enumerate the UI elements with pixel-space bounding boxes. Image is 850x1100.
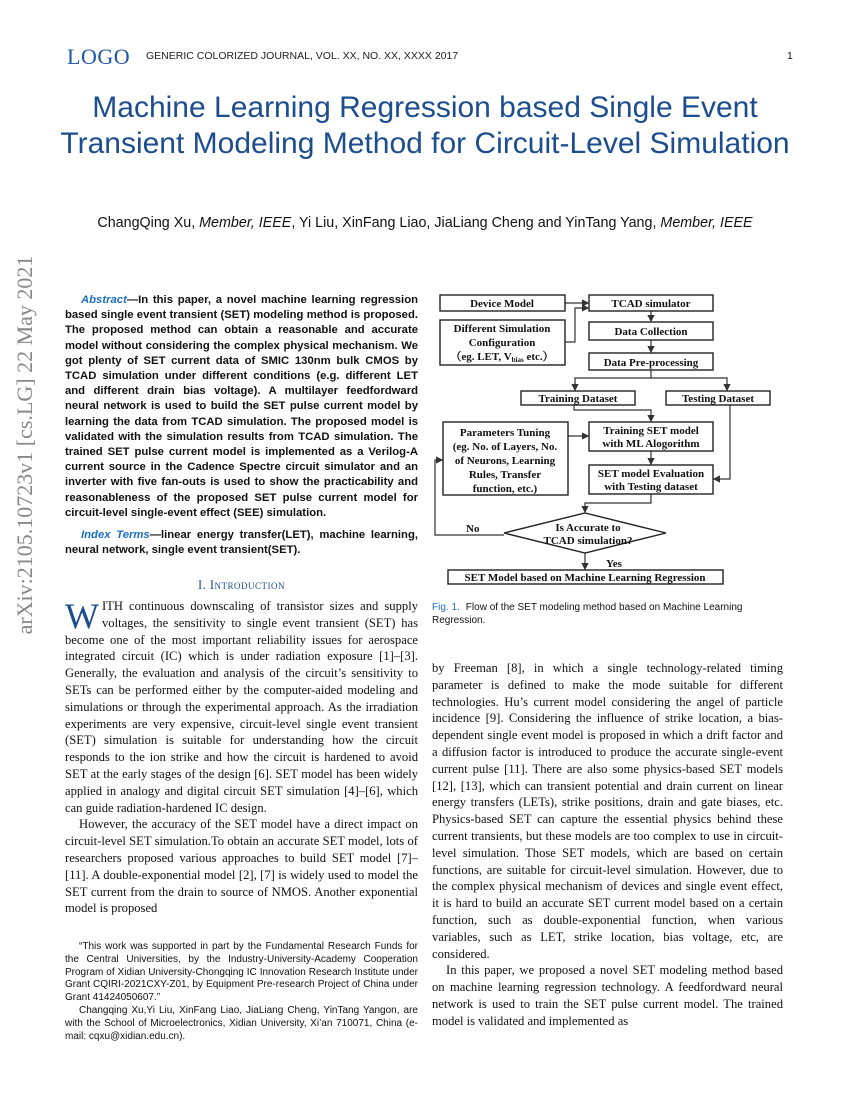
svg-text:Configuration: Configuration bbox=[468, 337, 536, 349]
svg-text:Parameters Tuning: Parameters Tuning bbox=[459, 427, 551, 439]
left-column-body bbox=[65, 598, 418, 917]
journal-header: GENERIC COLORIZED JOURNAL, VOL. XX, NO. XX, XXXX 2017 bbox=[146, 50, 459, 62]
svg-text:Device Model: Device Model bbox=[470, 298, 534, 310]
svg-text:with Testing dataset: with Testing dataset bbox=[604, 481, 698, 493]
svg-text:with ML Alogorithm: with ML Alogorithm bbox=[602, 438, 700, 450]
author-membership: Member, IEEE bbox=[660, 215, 753, 231]
author-text: , Yi Liu, XinFang Liao, JiaLiang Cheng and YinTang Yang, bbox=[291, 215, 661, 231]
box-tcad-simulator bbox=[589, 295, 713, 311]
flowchart-figure bbox=[430, 285, 780, 595]
footnote-affiliation: Changqing Xu,Yi Liu, XinFang Liao, JiaLiang Cheng, YinTang Yangon, are with the School of Microelectronics, Xidian University, Xi’an 710071, China (e-mail: cqxu@xidian.edu.cn). bbox=[65, 1004, 418, 1042]
right-column-body bbox=[432, 660, 783, 1030]
svg-text:function, etc.): function, etc.) bbox=[472, 483, 538, 495]
paragraph: ITH continuous downscaling of transistor sizes and supply voltages, the sensitivity to single event transient (SET) has become one of the most important reliability issues for aerospace integrated circuit (IC) which is under radiation exposure [1]–[3]. Generally, the evaluation and analysis of the circuit’s sensitivity to SETs can be performed either by the computer-aided modeling and simulations or through the experimental approach. As the irradiation experiments are very expensive, circuit-level single event transient (SET) simulation is suitable for understanding how the circuit responds to the ion strike and how the circuit is hardened to avoid SET at the early stages of the design [6]. SET model has been widely applied in analogy and digital circuit SET simulation [4]–[6], which can guide radiation-hardened IC design. bbox=[65, 599, 418, 815]
authors bbox=[60, 215, 790, 231]
svg-text:Is Accurate to: Is Accurate to bbox=[555, 522, 621, 534]
paragraph: In this paper, we proposed a novel SET modeling method based on machine learning regression technology. A feedfordward neural network is used to train the SET pulse current model. The trained model is validated and implemented as bbox=[432, 963, 783, 1028]
box-testing-dataset bbox=[666, 391, 770, 405]
footnote-funding: “This work was supported in part by the Fundamental Research Funds for the Central Universities, by the Industry-University-Academy Cooperation Program of Xidian University-Chongqing IC Innovation Research Institute under Grant CQIRI-2021CXY-Z01, by Equipment Pre-research Project of China under Grant 41424050607.” bbox=[65, 941, 418, 1004]
no-label: No bbox=[466, 523, 480, 535]
paragraph: by Freeman [8], in which a single technology-related timing parameter is defined to make the mode suitable for different technologies. Hu’s current model considering the angel of particle incidence [9]. Considering the influence of strike location, a bias-dependent single event model is proposed in which a drift factor and a diffusion factor is introduced to produce the accurate single-event current pulse [11]. There are also some physics-based SET models [12], [13], which can transient potential and drain current on linear energy transfers (LETs), strike positions, drain and gate biases, etc. Physics-based SET can capture the essential physics behind these current transients, but these models are too complex to use in circuit-level simulation. Those SET models, which are based on certain functions, are suitable for circuit-level simulation. However, due to the complex physical mechanism of devices and single event effect, it is hard to build an accurate SET current model based on a certain function, such as double-exponential function, when various variables, such as LET, strike location, bias voltage, etc, are considered. bbox=[432, 661, 783, 961]
svg-text:Testing Dataset: Testing Dataset bbox=[681, 393, 755, 405]
box-simulation-configuration bbox=[440, 320, 565, 365]
caption-text: Flow of the SET modeling method based on Machine Learning Regression. bbox=[432, 602, 743, 626]
box-parameters-tuning bbox=[443, 422, 568, 495]
svg-text:(eg. No. of Layers, No.: (eg. No. of Layers, No. bbox=[452, 441, 558, 453]
yes-label: Yes bbox=[606, 558, 622, 570]
svg-text:（eg. LET, Vbias etc.）: （eg. LET, Vbias etc.） bbox=[450, 351, 554, 364]
author-text: ChangQing Xu, bbox=[97, 215, 200, 231]
box-final-model bbox=[448, 570, 723, 584]
index-terms-text: —linear energy transfer(LET), machine learning, neural network, single event transient(SET). bbox=[65, 529, 418, 557]
index-terms bbox=[65, 528, 418, 558]
svg-text:SET Model based on Machine Lea: SET Model based on Machine Learning Regression bbox=[464, 572, 706, 584]
svg-text:Training Dataset: Training Dataset bbox=[538, 393, 618, 405]
svg-text:Training SET model: Training SET model bbox=[603, 425, 699, 437]
author-membership: Member, IEEE bbox=[199, 215, 292, 231]
svg-text:TCAD simulation?: TCAD simulation? bbox=[543, 535, 633, 547]
svg-text:Data Collection: Data Collection bbox=[614, 326, 688, 338]
figure-label: Fig. 1. bbox=[432, 602, 460, 613]
page-number: 1 bbox=[787, 50, 793, 62]
index-terms-label: Index Terms bbox=[81, 529, 150, 541]
abstract bbox=[65, 293, 418, 521]
svg-text:TCAD simulator: TCAD simulator bbox=[611, 298, 691, 310]
svg-text:Different Simulation: Different Simulation bbox=[453, 323, 551, 335]
decision-diamond bbox=[504, 513, 666, 553]
section-heading: I. Introduction bbox=[197, 578, 286, 592]
figure-caption bbox=[432, 601, 783, 627]
box-data-preprocessing bbox=[589, 353, 713, 370]
svg-text:SET model Evaluation: SET model Evaluation bbox=[597, 468, 705, 480]
footnote bbox=[65, 941, 418, 1043]
abstract-text: —In this paper, a novel machine learning regression based single event transient (SET) modeling method is proposed. The proposed method can obtain a reasonable and accurate model without considering the complex physical mechanism. We got plenty of SET current data of SMIC 130nm bulk CMOS by TCAD simulation under different conditions (e.g. different LET and different drain bias voltage). A multilayer feedfordward neural network is used to build the SET pulse current model by learning the data from TCAD simulation. The proposed model is validated with the simulation results from TCAD simulation. The trained SET pulse current model is implemented as a Verilog-A current source in the Cadence Spectre circuit simulator and an inverter with five fan-outs is used to show the practicability and reasonableness of the proposed SET pulse current model for circuit-level single-event effect (SEE) simulation. bbox=[65, 294, 418, 519]
box-model-evaluation bbox=[589, 465, 713, 494]
svg-text:of Neurons, Learning: of Neurons, Learning bbox=[454, 455, 556, 467]
svg-text:Rules, Transfer: Rules, Transfer bbox=[468, 469, 542, 481]
box-training-set-model bbox=[589, 422, 713, 451]
svg-text:Data Pre-processing: Data Pre-processing bbox=[603, 357, 699, 369]
paper-title: Machine Learning Regression based Single Event Transient Modeling Method for Circuit-Level Simulation bbox=[60, 91, 790, 160]
paragraph: However, the accuracy of the SET model have a direct impact on circuit-level SET simulation.To obtain an accurate SET model, lots of researchers proposed various approaches to build SET model [7]–[11]. A double-exponential model [2], [7] is widely used to model the SET current from the drain to source of NMOS. Another exponential model is proposed bbox=[65, 817, 418, 916]
journal-logo: LOGO bbox=[67, 44, 131, 69]
box-device-model bbox=[440, 295, 565, 311]
box-training-dataset bbox=[521, 391, 635, 405]
box-data-collection bbox=[589, 322, 713, 340]
abstract-label: Abstract bbox=[81, 294, 127, 306]
drop-cap: W bbox=[65, 596, 99, 636]
arxiv-stamp: arXiv:2105.10723v1 [cs.LG] 22 May 2021 bbox=[12, 255, 37, 635]
